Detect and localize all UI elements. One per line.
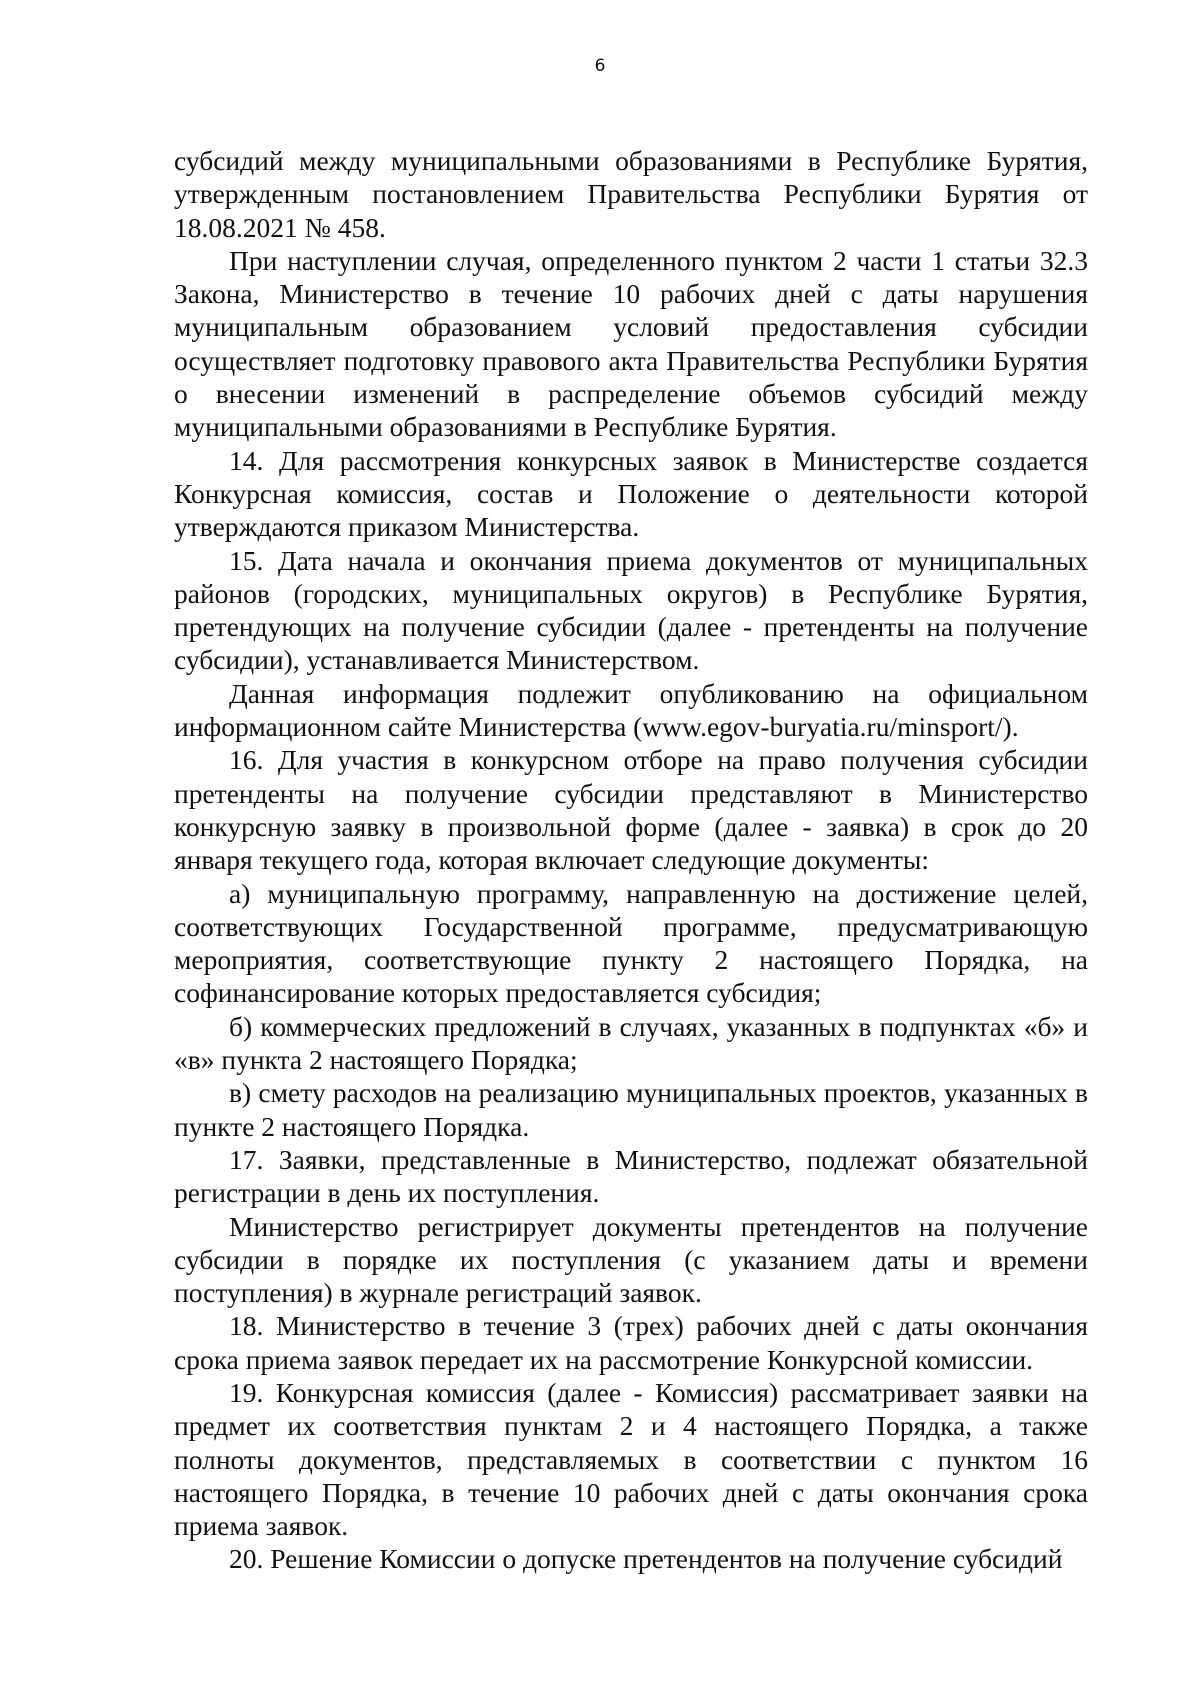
- paragraph-continuation: субсидий между муниципальными образованиями в Республике Бурятия, утвержденным постановлением Правительства Республики Бурятия от 18.08.2021 № 458.: [174, 145, 1088, 243]
- paragraph-16-item-a: а) муниципальную программу, направленную на достижение целей, соответствующих Государственной программе, предусматривающую мероприятия, соответствующие пункту 2 настоящего Порядка, на софинансирование которых предоставляется субсидия;: [174, 877, 1088, 1009]
- paragraph-15: 15. Дата начала и окончания приема документов от муниципальных районов (городских, муниципальных округов) в Республике Бурятия, претендующих на получение субсидии (далее - претенденты на получение субсидии), устанавливается Министерством.: [174, 544, 1088, 676]
- paragraph-19: 19. Конкурсная комиссия (далее - Комиссия) рассматривает заявки на предмет их соответствия пунктам 2 и 4 настоящего Порядка, а также полноты документов, представляемых в соответствии с пунктом 16 настоящего Порядка, в течение 10 рабочих дней с даты окончания срока приема заявок.: [174, 1376, 1088, 1542]
- paragraph-16-item-b: б) коммерческих предложений в случаях, указанных в подпунктах «б» и «в» пункта 2 настоящего Порядка;: [174, 1010, 1088, 1076]
- paragraph-breach-case: При наступлении случая, определенного пунктом 2 части 1 статьи 32.3 Закона, Министерство в течение 10 рабочих дней с даты нарушения муниципальным образованием условий предоставления субсидии осуществляет подготовку правового акта Правительства Республики Бурятия о внесении изменений в распределение объемов субсидий между муниципальными образованиями в Республике Бурятия.: [174, 244, 1088, 443]
- paragraph-16-item-v: в) смету расходов на реализацию муниципальных проектов, указанных в пункте 2 настоящего Порядка.: [174, 1077, 1088, 1142]
- paragraph-15-publication: Данная информация подлежит опубликованию на официальном информационном сайте Министерства (www.egov-buryatia.ru/minsport/).: [174, 677, 1088, 743]
- document-body: [174, 144, 1088, 1576]
- paragraph-18: 18. Министерство в течение 3 (трех) рабочих дней с даты окончания срока приема заявок передает их на рассмотрение Конкурсной комиссии.: [174, 1310, 1088, 1375]
- paragraph-17-registration: Министерство регистрирует документы претендентов на получение субсидии в порядке их поступления (с указанием даты и времени поступления) в журнале регистраций заявок.: [174, 1210, 1088, 1309]
- paragraph-20: 20. Решение Комиссии о допуске претендентов на получение субсидий: [229, 1543, 1063, 1575]
- page-number: 6: [594, 56, 606, 76]
- paragraph-17: 17. Заявки, представленные в Министерство, подлежат обязательной регистрации в день их поступления.: [174, 1143, 1088, 1209]
- paragraph-16: 16. Для участия в конкурсном отборе на право получения субсидии претенденты на получение субсидии представляют в Министерство конкурсную заявку в произвольной форме (далее - заявка) в срок до 20 января текущего года, которая включает следующие документы:: [174, 744, 1088, 876]
- paragraph-14: 14. Для рассмотрения конкурсных заявок в Министерстве создается Конкурсная комиссия, состав и Положение о деятельности которой утверждаются приказом Министерства.: [174, 444, 1088, 543]
